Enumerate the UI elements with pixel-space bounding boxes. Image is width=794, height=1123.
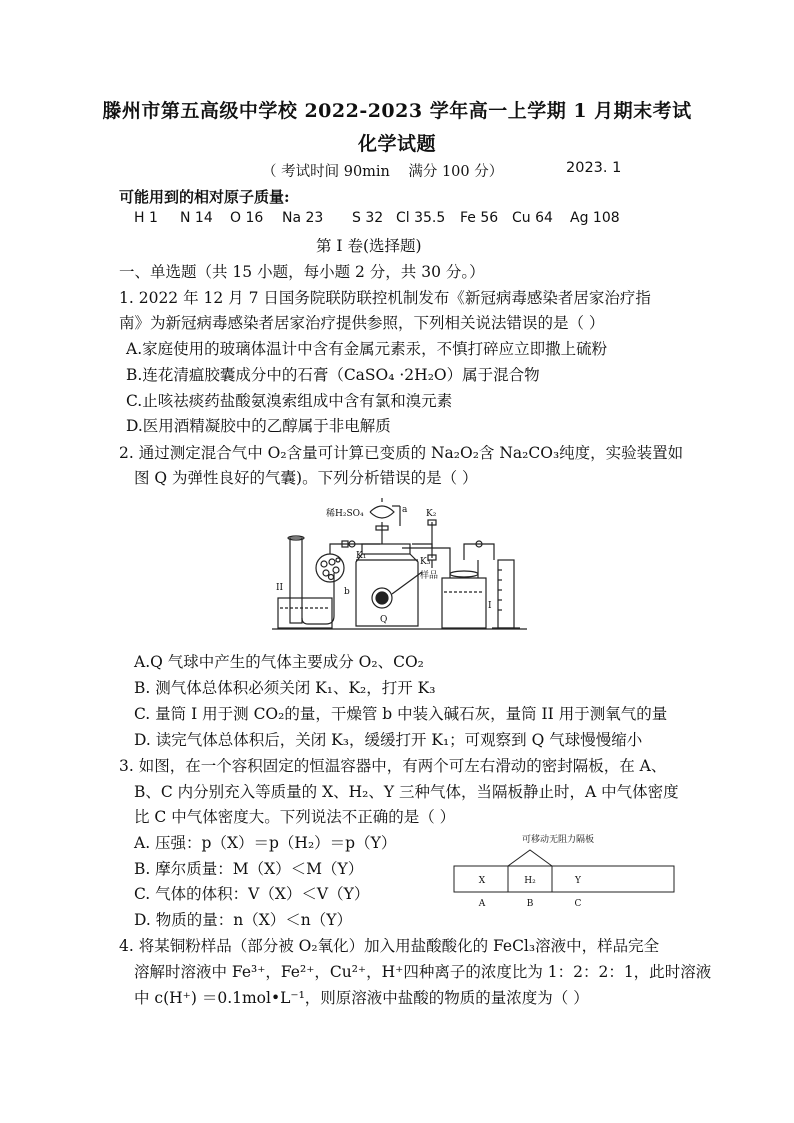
q3-option-c: C. 气体的体积：V（X）＜V（Y） [134, 885, 370, 903]
q1-option-d: D.医用酒精凝胶中的乙醇属于非电解质 [126, 417, 391, 435]
container-diagram [448, 830, 680, 910]
q2-stem-line2: 图 Q 为弹性良好的气囊)。下列分析错误的是（ ） [134, 469, 478, 487]
fig-label-k1: K₁ [356, 551, 367, 561]
q3-option-d: D. 物质的量：n（X）＜n（Y） [134, 911, 352, 929]
q1-stem-line2: 南》为新冠病毒感染者居家治疗提供参照，下列相关说法错误的是（ ） [119, 314, 605, 332]
fig-label-a: a [402, 505, 408, 515]
q2-option-d: D. 读完气体总体积后，关闭 K₃，缓缓打开 K₁；可观察到 Q 气球慢慢缩小 [134, 731, 643, 749]
q4-stem-line3: 中 c(H⁺) ＝0.1mol•L⁻¹，则原溶液中盐酸的物质的量浓度为（ ） [134, 989, 589, 1007]
q3-stem-line3: 比 C 中气体密度大。下列说法不正确的是（ ） [134, 808, 456, 826]
q4-stem-line1: 4. 将某铜粉样品（部分被 O₂氧化）加入用盐酸酸化的 FeCl₃溶液中，样品完全 [119, 937, 660, 955]
q1-option-a: A.家庭使用的玻璃体温计中含有金属元素汞，不慎打碎应立即撒上硫粉 [126, 340, 608, 358]
fig-label-h2: H₂ [524, 876, 536, 886]
volume-title: 第 I 卷(选择题) [316, 237, 422, 255]
q1-option-b: B.连花清瘟胶囊成分中的石膏（CaSO₄ ·2H₂O）属于混合物 [126, 366, 540, 384]
fig-label-k3: K₃ [420, 557, 431, 567]
atomic-mass-item: Na 23 [282, 210, 324, 226]
fig-label-sample: 样品 [420, 571, 439, 581]
atomic-mass-item: Cl 35.5 [396, 210, 446, 226]
fig-label-x: X [478, 876, 486, 886]
q3-stem-line1: 3. 如图，在一个容积固定的恒温容器中，有两个可左右滑动的密封隔板，在 A、 [119, 757, 667, 775]
q1-stem-line1: 1. 2022 年 12 月 7 日国务院联防联控机制发布《新冠病毒感染者居家治疗指 [119, 289, 651, 307]
fig-label-a: A [478, 899, 486, 909]
q3-option-a: A. 压强：p（X）＝p（H₂）＝p（Y） [134, 834, 397, 852]
q2-stem-line1: 2. 通过测定混合气中 O₂含量可计算已变质的 Na₂O₂含 Na₂CO₃纯度，实验装置如 [119, 444, 684, 462]
q1-option-c: C.止咳祛痰药盐酸氨溴索组成中含有氯和溴元素 [126, 392, 453, 410]
apparatus-diagram [272, 498, 527, 633]
atomic-mass-item: S 32 [352, 210, 384, 226]
exam-title: 滕州市第五高级中学校 2022-2023 学年高一上学期 1 月期末考试 [102, 100, 692, 122]
q2-option-b: B. 测气体总体积必须关闭 K₁、K₂，打开 K₃ [134, 679, 436, 697]
atomic-mass-label: 可能用到的相对原子质量: [119, 188, 290, 206]
q4-stem-line2: 溶解时溶液中 Fe³⁺，Fe²⁺，Cu²⁺，H⁺四种离子的浓度比为 1：2：2：1，此时溶液 [134, 963, 712, 981]
fig-label-y: Y [575, 876, 581, 886]
atomic-mass-item: Fe 56 [460, 210, 499, 226]
q2-option-a: A.Q 气球中产生的气体主要成分 O₂、CO₂ [134, 653, 424, 671]
fig-label-q: Q [380, 615, 388, 625]
atomic-mass-item: O 16 [230, 210, 264, 226]
fig-label-i: I [488, 601, 492, 611]
section-heading: 一、单选题（共 15 小题，每小题 2 分，共 30 分。） [119, 263, 485, 281]
q3-option-b: B. 摩尔质量：M（X）＜M（Y） [134, 860, 364, 878]
fig-label-b: b [344, 587, 350, 597]
q2-option-c: C. 量筒 I 用于测 CO₂的量，干燥管 b 中装入碱石灰，量筒 II 用于测氧气的量 [134, 705, 668, 723]
fig-label-c: C [574, 899, 582, 909]
fig-label-ii: II [276, 583, 284, 593]
fig-label-b: B [526, 899, 534, 909]
exam-subtitle: 化学试题 [357, 133, 436, 155]
fig-label-partition: 可移动无阻力隔板 [521, 835, 595, 845]
fig-label-acid: 稀H₂SO₄ [326, 509, 364, 519]
q3-stem-line2: B、C 内分别充入等质量的 X、H₂、Y 三种气体，当隔板静止时，A 中气体密度 [134, 783, 679, 801]
atomic-mass-item: H 1 [134, 210, 158, 226]
atomic-mass-item: N 14 [180, 210, 213, 226]
fig-label-k2: K₂ [426, 509, 437, 519]
exam-date: 2023. 1 [566, 160, 622, 176]
exam-info: （ 考试时间 90min 满分 100 分） [262, 164, 504, 180]
atomic-mass-item: Cu 64 [512, 210, 553, 226]
atomic-mass-item: Ag 108 [570, 210, 620, 226]
